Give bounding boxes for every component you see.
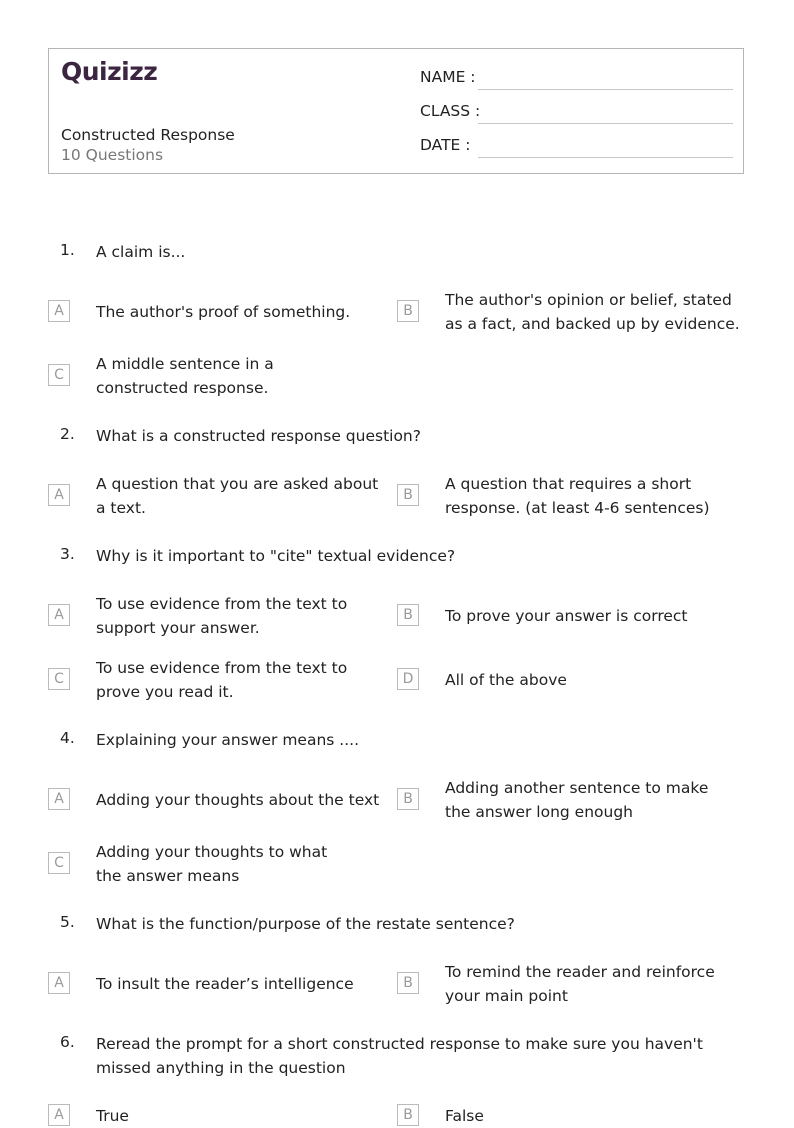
name-label: NAME : [420,68,476,86]
option-text: To insult the reader’s intelligence [96,975,354,993]
class-line [478,123,733,124]
date-label: DATE : [420,136,471,154]
option-text: All of the above [445,671,567,689]
worksheet-title: Constructed Response [61,126,235,144]
question-text: Why is it important to "cite" textual evidence? [96,547,456,565]
option-letter-box: A [48,604,70,626]
option-text: To use evidence from the text to prove you read it. [96,659,348,701]
option-text: Adding your thoughts about the text [96,791,380,809]
question-count: 10 Questions [61,146,164,164]
option-letter-box: C [48,364,70,386]
question-number: 4. [60,729,75,747]
date-line [478,157,733,158]
class-label: CLASS : [420,102,481,120]
question-number: 2. [60,425,75,443]
question-number: 3. [60,545,75,563]
option-text: A question that you are asked about a text. [96,475,379,517]
question-text: What is the function/purpose of the restate sentence? [96,915,515,933]
question-number: 6. [60,1033,75,1051]
option-letter-box: A [48,300,70,322]
option-text: Adding your thoughts to what the answer means [96,843,328,885]
question-number: 5. [60,913,75,931]
option-letter-box: C [48,852,70,874]
option-text: A question that requires a short response. (at least 4-6 sentences) [445,475,710,517]
option-letter-box: B [397,484,419,506]
option-text: True [96,1107,129,1125]
option-text: To prove your answer is correct [445,607,688,625]
option-letter-box: B [397,1104,419,1126]
question-text: A claim is... [96,243,186,261]
option-text: False [445,1107,484,1125]
question-number: 1. [60,241,75,259]
option-letter-box: D [397,668,419,690]
quizizz-logo: Quizizz [61,57,158,86]
option-text: Adding another sentence to make the answer long enough [445,779,709,821]
option-text: To remind the reader and reinforce your main point [445,963,715,1005]
question-text: What is a constructed response question? [96,427,421,445]
name-line [478,89,733,90]
option-letter-box: A [48,484,70,506]
question-text: Explaining your answer means .... [96,731,359,749]
option-text: To use evidence from the text to support your answer. [96,595,348,637]
question-text: Reread the prompt for a short constructed response to make sure you haven't missed anything in the question [96,1035,703,1077]
option-letter-box: B [397,300,419,322]
option-letter-box: B [397,972,419,994]
option-text: A middle sentence in a constructed response. [96,355,274,397]
option-text: The author's opinion or belief, stated as a fact, and backed up by evidence. [445,291,740,333]
option-letter-box: A [48,788,70,810]
option-letter-box: C [48,668,70,690]
option-letter-box: A [48,972,70,994]
option-letter-box: B [397,788,419,810]
worksheet-header [48,48,744,174]
option-text: The author's proof of something. [96,303,351,321]
option-letter-box: A [48,1104,70,1126]
option-letter-box: B [397,604,419,626]
